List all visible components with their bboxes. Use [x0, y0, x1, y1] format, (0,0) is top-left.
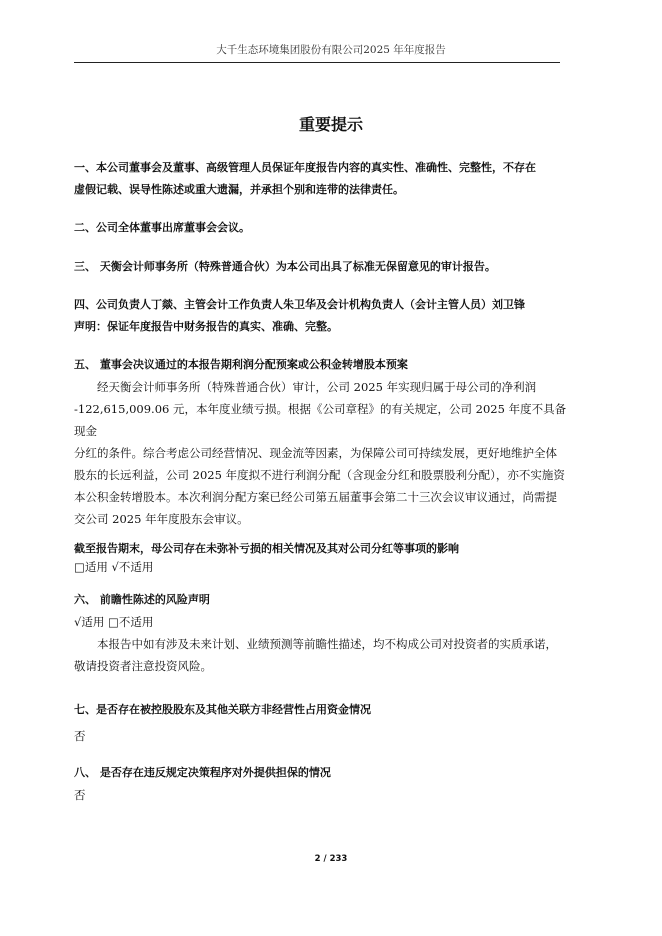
- section-8: [74, 762, 574, 806]
- section-6-choice: √适用 □不适用: [74, 615, 154, 629]
- section-2: [74, 217, 574, 239]
- section-1: [74, 157, 574, 201]
- section-5-line-5: 本公积金转增股本。本次利润分配方案已经公司第五届董事会第二十三次会议审议通过，尚需提: [74, 490, 557, 504]
- page-title: 重要提示: [298, 115, 363, 134]
- section-2-text: 二、公司全体董事出席董事会会议。: [74, 221, 250, 234]
- section-6-heading: 六、 前瞻性陈述的风险声明: [74, 593, 210, 606]
- section-6-line-2: 敬请投资者注意投资风险。: [74, 659, 212, 673]
- section-5-line-3: 分红的条件。综合考虑公司经营情况、现金流等因素，为保障公司可持续发展，更好地维护全体: [74, 446, 557, 460]
- section-7: [74, 699, 574, 747]
- section-6-line-1: 本报告中如有涉及未来计划、业绩预测等前瞻性描述，均不构成公司对投资者的实质承诺，: [97, 637, 557, 651]
- section-3: [74, 256, 574, 278]
- section-uncovered-loss: [74, 538, 574, 578]
- section-1-line-1: 一、本公司董事会及董事、高级管理人员保证年度报告内容的真实性、准确性、完整性，不存在: [74, 161, 536, 174]
- uncovered-loss-choice: □适用 √不适用: [74, 560, 154, 574]
- section-7-heading: 七、是否存在被控股股东及其他关联方非经营性占用资金情况: [74, 703, 371, 716]
- section-5-heading: 五、 董事会决议通过的本报告期利润分配预案或公积金转增股本预案: [74, 358, 408, 371]
- section-8-heading: 八、 是否存在违反规定决策程序对外提供担保的情况: [74, 766, 331, 779]
- section-4-line-1: 四、公司负责人丁燚、主管会计工作负责人朱卫华及会计机构负责人（会计主管人员）刘卫锋: [74, 298, 525, 311]
- uncovered-loss-heading: 截至报告期末，母公司存在未弥补亏损的相关情况及其对公司分红等事项的影响: [74, 542, 459, 555]
- section-3-text: 三、 天衡会计师事务所（特殊普通合伙）为本公司出具了标准无保留意见的审计报告。: [74, 260, 496, 273]
- section-5-line-1: 经天衡会计师事务所（特殊普通合伙）审计，公司 2025 年实现归属于母公司的净利润: [97, 380, 537, 394]
- section-8-answer: 否: [74, 788, 86, 802]
- section-1-line-2: 虚假记载、误导性陈述或重大遗漏，并承担个别和连带的法律责任。: [74, 183, 404, 196]
- section-6: [74, 589, 574, 677]
- section-5-line-4: 股东的长远利益，公司 2025 年度拟不进行利润分配（含现金分红和股票股利分配），亦不实施资: [74, 468, 565, 482]
- section-5-line-2: -122,615,009.06 元，本年度业绩亏损。根据《公司章程》的有关规定，公司 2025 年度不具备现金: [74, 402, 567, 438]
- section-4: [74, 294, 574, 338]
- header-divider: [74, 62, 560, 63]
- page-number: 2 / 233: [314, 854, 348, 864]
- report-header-title: 大千生态环境集团股份有限公司2025 年年度报告: [216, 44, 446, 56]
- section-4-line-2: 声明：保证年度报告中财务报告的真实、准确、完整。: [74, 320, 338, 333]
- section-5: [74, 354, 574, 530]
- section-5-line-6: 交公司 2025 年年度股东会审议。: [74, 512, 249, 526]
- section-7-answer: 否: [74, 729, 86, 743]
